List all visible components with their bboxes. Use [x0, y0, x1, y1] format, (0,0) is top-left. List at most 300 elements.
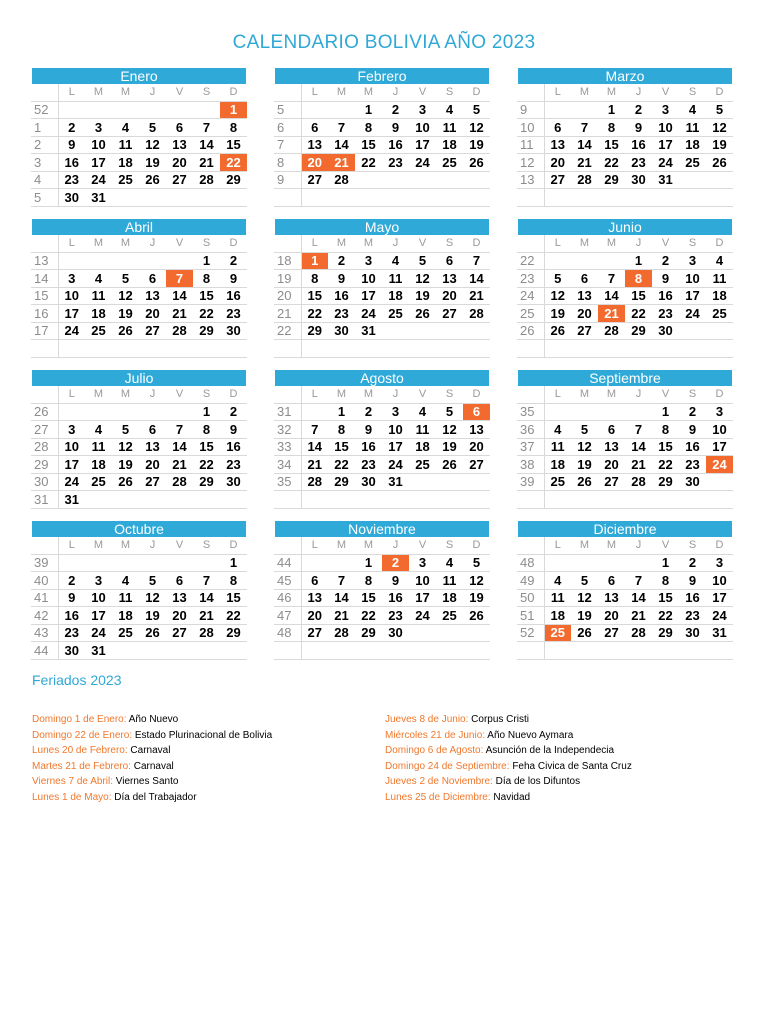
week-number: [274, 340, 301, 358]
week-number-header: [517, 386, 544, 403]
day-cell: 3: [85, 572, 112, 590]
weekday-label: V: [652, 537, 679, 554]
day-cell: [571, 491, 598, 509]
week-row: [517, 340, 733, 358]
day-cell: 26: [112, 322, 139, 340]
day-cell: 3: [652, 101, 679, 119]
week-number: 49: [517, 572, 544, 590]
day-cell: [382, 491, 409, 509]
day-cell: 2: [328, 252, 355, 270]
week-row: [31, 252, 247, 270]
weekday-label: M: [355, 84, 382, 101]
day-cell: [139, 101, 166, 119]
week-number: 5: [31, 189, 58, 207]
weekday-label: D: [463, 386, 490, 403]
holiday-name: Carnaval: [130, 745, 171, 757]
week-number: 44: [31, 642, 58, 660]
day-cell: [166, 554, 193, 572]
weekday-label: L: [544, 84, 571, 101]
day-cell: [328, 189, 355, 207]
day-cell: [382, 340, 409, 358]
holiday-day-cell: 24: [706, 456, 733, 474]
week-row: [517, 287, 733, 305]
day-cell: 4: [436, 554, 463, 572]
week-number: 37: [517, 438, 544, 456]
day-cell: 6: [301, 572, 328, 590]
day-cell: 11: [409, 421, 436, 439]
holiday-date: Domingo 22 de Enero:: [32, 729, 133, 741]
holiday-day-cell: 1: [301, 252, 328, 270]
day-cell: 3: [85, 119, 112, 137]
day-cell: 13: [544, 136, 571, 154]
week-row: [31, 554, 247, 572]
weekday-label: D: [463, 235, 490, 252]
weekday-label: J: [382, 235, 409, 252]
day-cell: 20: [436, 287, 463, 305]
day-cell: 25: [706, 305, 733, 323]
holidays-list-left: [32, 712, 272, 806]
day-cell: 1: [193, 403, 220, 421]
weekday-label: S: [193, 386, 220, 403]
day-cell: 23: [652, 305, 679, 323]
day-cell: [571, 554, 598, 572]
day-cell: 10: [58, 287, 85, 305]
day-cell: [193, 491, 220, 509]
day-cell: 26: [112, 473, 139, 491]
weekday-label: L: [58, 84, 85, 101]
holiday-date: Lunes 25 de Diciembre:: [385, 791, 491, 803]
month-name: Octubre: [32, 521, 246, 537]
day-cell: [409, 322, 436, 340]
holiday-entry: [32, 712, 272, 728]
day-cell: 22: [355, 154, 382, 172]
day-cell: 3: [58, 421, 85, 439]
weekday-label: V: [409, 386, 436, 403]
day-cell: 14: [571, 136, 598, 154]
holiday-date: Viernes 7 de Abril:: [32, 776, 113, 788]
day-cell: 14: [193, 589, 220, 607]
day-cell: 29: [193, 322, 220, 340]
day-cell: 27: [598, 473, 625, 491]
day-cell: 11: [544, 438, 571, 456]
holiday-entry: [385, 759, 632, 775]
day-cell: [679, 340, 706, 358]
day-cell: 6: [301, 119, 328, 137]
day-cell: 25: [112, 624, 139, 642]
day-cell: 23: [382, 607, 409, 625]
day-cell: 12: [571, 589, 598, 607]
day-cell: 5: [706, 101, 733, 119]
day-cell: [436, 473, 463, 491]
day-cell: 18: [409, 438, 436, 456]
day-cell: 25: [112, 171, 139, 189]
week-number: 38: [517, 456, 544, 474]
day-cell: 20: [598, 607, 625, 625]
day-cell: 19: [112, 456, 139, 474]
day-cell: 29: [355, 624, 382, 642]
day-cell: 10: [409, 119, 436, 137]
day-cell: 22: [355, 607, 382, 625]
week-number-header: [517, 235, 544, 252]
day-cell: [706, 171, 733, 189]
week-row: [274, 473, 490, 491]
month-name: Junio: [518, 219, 732, 235]
week-row: [274, 136, 490, 154]
day-cell: [436, 189, 463, 207]
week-number-header: [31, 386, 58, 403]
day-cell: 3: [355, 252, 382, 270]
day-cell: 27: [544, 171, 571, 189]
day-cell: 7: [301, 421, 328, 439]
day-cell: 27: [463, 456, 490, 474]
day-cell: 23: [679, 456, 706, 474]
day-cell: 28: [625, 624, 652, 642]
day-cell: 28: [328, 624, 355, 642]
week-number: 22: [517, 252, 544, 270]
week-row: [31, 136, 247, 154]
day-cell: 21: [193, 154, 220, 172]
day-cell: 31: [706, 624, 733, 642]
week-row: [31, 473, 247, 491]
day-cell: 19: [544, 305, 571, 323]
day-cell: 2: [625, 101, 652, 119]
day-cell: 23: [58, 171, 85, 189]
day-cell: 19: [571, 607, 598, 625]
day-cell: 28: [598, 322, 625, 340]
day-cell: 27: [139, 473, 166, 491]
day-cell: 22: [193, 456, 220, 474]
day-cell: 29: [652, 624, 679, 642]
week-number: 31: [274, 403, 301, 421]
day-cell: 12: [571, 438, 598, 456]
month-noviembre: [274, 521, 490, 660]
day-cell: 4: [112, 119, 139, 137]
week-number: 9: [517, 101, 544, 119]
holiday-date: Lunes 20 de Febrero:: [32, 745, 128, 757]
week-row: [274, 403, 490, 421]
holiday-day-cell: 2: [382, 554, 409, 572]
week-row: [31, 189, 247, 207]
day-cell: [220, 189, 247, 207]
weekday-label: D: [463, 537, 490, 554]
day-cell: 21: [463, 287, 490, 305]
day-cell: 19: [139, 607, 166, 625]
day-cell: [301, 403, 328, 421]
day-cell: 8: [193, 270, 220, 288]
week-number: 29: [31, 456, 58, 474]
holiday-entry: [32, 759, 272, 775]
day-cell: [706, 340, 733, 358]
day-cell: 17: [58, 305, 85, 323]
day-cell: 22: [193, 305, 220, 323]
week-number: [274, 491, 301, 509]
day-cell: [598, 554, 625, 572]
day-cell: 22: [652, 607, 679, 625]
day-cell: [139, 403, 166, 421]
day-cell: [463, 322, 490, 340]
day-cell: 20: [463, 438, 490, 456]
week-number: 16: [31, 305, 58, 323]
day-cell: 21: [328, 607, 355, 625]
weekday-label: M: [328, 84, 355, 101]
week-row: [517, 189, 733, 207]
day-cell: [544, 252, 571, 270]
day-cell: 21: [193, 607, 220, 625]
day-cell: 15: [625, 287, 652, 305]
weekday-label: M: [355, 235, 382, 252]
weekday-label: D: [220, 386, 247, 403]
month-agosto: [274, 370, 490, 509]
day-cell: 25: [85, 322, 112, 340]
day-cell: [328, 101, 355, 119]
month-name: Diciembre: [518, 521, 732, 537]
week-row: [517, 491, 733, 509]
day-cell: 2: [679, 554, 706, 572]
day-cell: [436, 171, 463, 189]
holiday-day-cell: 25: [544, 624, 571, 642]
day-cell: 20: [166, 607, 193, 625]
week-number: 13: [31, 252, 58, 270]
week-row: [31, 456, 247, 474]
day-cell: 19: [706, 136, 733, 154]
week-row: [31, 642, 247, 660]
day-cell: [301, 554, 328, 572]
day-cell: [58, 340, 85, 358]
holiday-name: Año Nuevo: [128, 714, 179, 725]
holiday-name: Día del Trabajador: [114, 791, 197, 803]
weekday-label: J: [625, 537, 652, 554]
week-row: [274, 572, 490, 590]
day-cell: 20: [139, 305, 166, 323]
week-number-header: [31, 235, 58, 252]
day-cell: [193, 340, 220, 358]
day-cell: 19: [409, 287, 436, 305]
day-cell: 8: [301, 270, 328, 288]
day-cell: 10: [706, 421, 733, 439]
day-cell: 29: [328, 473, 355, 491]
week-row: [31, 287, 247, 305]
day-cell: 7: [598, 270, 625, 288]
day-cell: [355, 171, 382, 189]
day-cell: 8: [193, 421, 220, 439]
week-number: 17: [31, 322, 58, 340]
day-cell: 8: [598, 119, 625, 137]
day-cell: 31: [355, 322, 382, 340]
day-cell: 22: [652, 456, 679, 474]
day-cell: 8: [652, 572, 679, 590]
day-cell: 10: [382, 421, 409, 439]
week-number: 47: [274, 607, 301, 625]
holiday-entry: [32, 774, 272, 790]
weekday-label: M: [598, 84, 625, 101]
weekday-label: S: [193, 537, 220, 554]
day-cell: [193, 554, 220, 572]
weekday-label: M: [598, 537, 625, 554]
week-number: 43: [31, 624, 58, 642]
day-cell: [58, 252, 85, 270]
weekday-label: D: [220, 537, 247, 554]
day-cell: 13: [166, 589, 193, 607]
day-cell: 2: [58, 572, 85, 590]
week-row: [31, 421, 247, 439]
day-cell: [409, 171, 436, 189]
day-cell: 10: [679, 270, 706, 288]
week-row: [517, 270, 733, 288]
day-cell: 22: [301, 305, 328, 323]
week-number: 45: [274, 572, 301, 590]
week-number: 33: [274, 438, 301, 456]
day-cell: 22: [220, 607, 247, 625]
day-cell: 14: [328, 589, 355, 607]
day-cell: 26: [463, 154, 490, 172]
weekday-label: M: [571, 537, 598, 554]
week-number: [517, 491, 544, 509]
day-cell: [166, 403, 193, 421]
day-cell: 4: [679, 101, 706, 119]
day-cell: 16: [328, 287, 355, 305]
page-title: CALENDARIO BOLIVIA AÑO 2023: [232, 32, 536, 53]
day-cell: 6: [571, 270, 598, 288]
day-cell: [355, 642, 382, 660]
week-number: [517, 340, 544, 358]
day-cell: 10: [652, 119, 679, 137]
weekday-label: M: [112, 235, 139, 252]
week-row: [274, 438, 490, 456]
day-cell: 21: [571, 154, 598, 172]
day-cell: 24: [355, 305, 382, 323]
week-row: [274, 101, 490, 119]
day-cell: 12: [706, 119, 733, 137]
day-cell: [544, 101, 571, 119]
day-cell: 24: [679, 305, 706, 323]
week-row: [517, 322, 733, 340]
weekday-label: L: [301, 235, 328, 252]
week-number: 25: [517, 305, 544, 323]
week-row: [517, 119, 733, 137]
day-cell: [166, 189, 193, 207]
day-cell: 9: [58, 136, 85, 154]
day-cell: 6: [139, 270, 166, 288]
day-cell: 29: [625, 322, 652, 340]
day-cell: 1: [652, 403, 679, 421]
day-cell: 19: [436, 438, 463, 456]
weekday-label: M: [598, 386, 625, 403]
week-row: [274, 642, 490, 660]
day-cell: 12: [139, 589, 166, 607]
day-cell: 7: [625, 421, 652, 439]
weekday-label: M: [112, 84, 139, 101]
day-cell: 10: [706, 572, 733, 590]
day-cell: 9: [652, 270, 679, 288]
day-cell: 6: [598, 421, 625, 439]
day-cell: 3: [679, 252, 706, 270]
week-number: 35: [274, 473, 301, 491]
day-cell: 25: [85, 473, 112, 491]
day-cell: 16: [652, 287, 679, 305]
day-cell: 15: [598, 136, 625, 154]
week-row: [517, 101, 733, 119]
week-number: 30: [31, 473, 58, 491]
day-cell: 18: [112, 154, 139, 172]
day-cell: 6: [166, 572, 193, 590]
day-cell: 20: [301, 607, 328, 625]
week-number: 28: [31, 438, 58, 456]
week-row: [517, 624, 733, 642]
month-junio: [517, 219, 733, 358]
day-cell: 4: [544, 421, 571, 439]
day-cell: 14: [166, 287, 193, 305]
week-row: [31, 119, 247, 137]
day-cell: 13: [598, 438, 625, 456]
day-cell: [112, 403, 139, 421]
weekday-label: M: [328, 235, 355, 252]
week-number: 44: [274, 554, 301, 572]
day-cell: 23: [220, 456, 247, 474]
day-cell: [625, 403, 652, 421]
weekday-label: S: [193, 235, 220, 252]
week-row: [31, 305, 247, 323]
day-cell: 15: [220, 136, 247, 154]
week-row: [274, 491, 490, 509]
holiday-name: Feha Civica de Santa Cruz: [512, 760, 632, 772]
day-cell: 17: [409, 589, 436, 607]
day-cell: 16: [220, 438, 247, 456]
day-cell: 13: [436, 270, 463, 288]
day-cell: [544, 554, 571, 572]
week-number: 10: [517, 119, 544, 137]
day-cell: 26: [139, 171, 166, 189]
weekday-label: J: [625, 84, 652, 101]
weekday-label: S: [679, 235, 706, 252]
day-cell: 7: [625, 572, 652, 590]
day-cell: 6: [544, 119, 571, 137]
day-cell: 7: [571, 119, 598, 137]
day-cell: 12: [463, 119, 490, 137]
holiday-date: Lunes 1 de Mayo:: [32, 791, 112, 803]
day-cell: 12: [463, 572, 490, 590]
day-cell: 22: [598, 154, 625, 172]
day-cell: [544, 491, 571, 509]
month-febrero: [274, 68, 490, 207]
day-cell: [436, 322, 463, 340]
day-cell: 17: [85, 607, 112, 625]
day-cell: 13: [139, 438, 166, 456]
day-cell: 2: [220, 252, 247, 270]
month-abril: [31, 219, 247, 358]
week-number: 26: [517, 322, 544, 340]
holiday-name: Navidad: [493, 791, 531, 803]
week-row: [274, 607, 490, 625]
day-cell: 11: [436, 572, 463, 590]
month-marzo: [517, 68, 733, 207]
day-cell: 26: [544, 322, 571, 340]
day-cell: 19: [571, 456, 598, 474]
day-cell: [463, 491, 490, 509]
day-cell: [679, 322, 706, 340]
week-number: 6: [274, 119, 301, 137]
week-number: 32: [274, 421, 301, 439]
week-number: 18: [274, 252, 301, 270]
week-row: [274, 270, 490, 288]
day-cell: [598, 340, 625, 358]
day-cell: 24: [409, 154, 436, 172]
day-cell: 17: [652, 136, 679, 154]
day-cell: [463, 171, 490, 189]
day-cell: 26: [571, 624, 598, 642]
day-cell: 9: [679, 572, 706, 590]
week-number-header: [274, 84, 301, 101]
day-cell: 9: [679, 421, 706, 439]
